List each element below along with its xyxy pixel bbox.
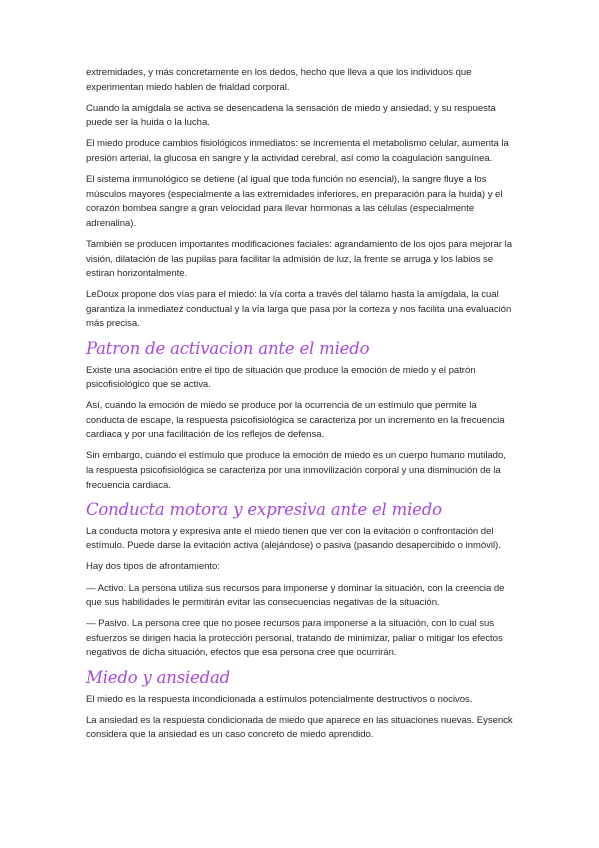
section-heading: Miedo y ansiedad bbox=[86, 667, 230, 687]
paragraph: También se producen importantes modificaciones faciales: agrandamiento de los ojos para mejorar la visión, dilatación de las pupilas para facilitar la admisión de luz, la frente se arruga y los labios se estiran horizontalmente. bbox=[86, 238, 512, 280]
paragraph: — Activo. La persona utiliza sus recursos para imponerse y dominar la situación, con la creencia de que sus habilidades le permitirán evitar las consecuencias negativas de la situación. bbox=[86, 582, 505, 609]
paragraph: Existe una asociación entre el tipo de situación que produce la emoción de miedo y el patrón psicofisiológico que se activa. bbox=[86, 364, 476, 391]
paragraph: El miedo produce cambios fisiológicos inmediatos: se incrementa el metabolismo celular, aumenta la presión arterial, la glucosa en sangre y la actividad cerebral, así como la coagulación sanguínea. bbox=[86, 138, 509, 164]
paragraph: La conducta motora y expresiva ante el miedo tienen que ver con la evitación o confrontación del estímulo. Puede darse la evitación activa (alejándose) o pasiva (pasando desapercibido o inmóvil). bbox=[86, 525, 501, 552]
paragraph: LeDoux propone dos vías para el miedo: la vía corta a través del tálamo hasta la amígdala, la cual garantiza la inmediatez conductual y la vía larga que pasa por la corteza y nos facilita una evaluación más precisa. bbox=[86, 289, 512, 330]
paragraph: Sin embargo, cuando el estímulo que produce la emoción de miedo es un cuerpo humano mutilado, la respuesta psicofisiológica se caracteriza por una inmovilización corporal y una disminución de la frecuencia cardiaca. bbox=[86, 450, 506, 491]
paragraph: Hay dos tipos de afrontamiento: bbox=[86, 561, 220, 573]
paragraph: El miedo es la respuesta incondicionada a estímulos potencialmente destructivos o nocivos. bbox=[86, 693, 473, 705]
paragraph: extremidades, y más concretamente en los dedos, hecho que lleva a que los individuos que experimentan miedo hablen de frialdad corporal. bbox=[86, 67, 472, 93]
section-heading: Conducta motora y expresiva ante el miedo bbox=[86, 499, 442, 519]
paragraph: El sistema inmunológico se detiene (al igual que toda función no esencial), la sangre fluye a los músculos mayores (especialmente a las extremidades inferiores, en preparación para la huida) y el corazón bombea sangre a gran velocidad para llevar hormonas a las células (especialmente adrenalina). bbox=[86, 174, 503, 229]
paragraph: La ansiedad es la respuesta condicionada de miedo que aparece en las situaciones nuevas. Eysenck considera que la ansiedad es un caso concreto de miedo aprendido. bbox=[86, 714, 513, 741]
paragraph: Cuando la amígdala se activa se desencadena la sensación de miedo y ansiedad, y su respuesta puede ser la huida o la lucha. bbox=[86, 102, 496, 129]
paragraph: Así, cuando la emoción de miedo se produce por la ocurrencia de un estímulo que permite la conducta de escape, la respuesta psicofisiológica se caracteriza por un incremento en la frecuencia cardiaca y por una facilitación de los reflejos de defensa. bbox=[86, 400, 505, 441]
paragraph: — Pasivo. La persona cree que no posee recursos para imponerse a la situación, con lo cual sus esfuerzos se dirigen hacia la protección personal, tratando de minimizar, paliar o mitigar los efectos negativos de dicha situación, efectos que esa persona cree que ocurrirán. bbox=[86, 618, 503, 659]
section-heading: Patron de activacion ante el miedo bbox=[86, 338, 370, 358]
